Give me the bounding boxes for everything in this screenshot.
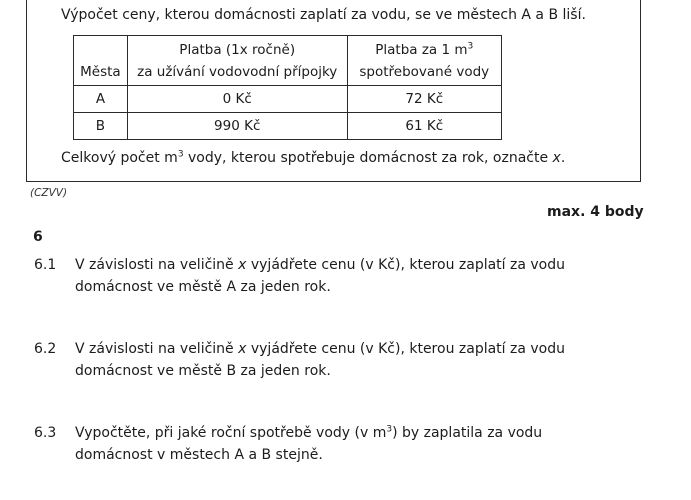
points-label: max. 4 body [547,204,644,220]
intro-text: Výpočet ceny, kterou domácnosti zaplatí za vodu, se ve městech A a B liší. [61,7,586,23]
line1-sup: 3 [386,424,393,435]
note-variable: x [552,150,561,166]
header-per-m3-fee [347,36,501,86]
header-per-m3-line2: spotřebované vody [359,63,490,80]
note-prefix: Celkový počet m [61,150,178,166]
subquestion-line2: domácnost v městech A a B stejně. [75,447,323,463]
line1-before: V závislosti na veličině [75,257,239,273]
cell-city: A [74,86,128,113]
line1-after: vyjádřete cenu (v Kč), kterou zaplatí za vodu [246,341,565,357]
note-middle: vody, kterou spotřebuje domácnost za rok, označte [183,150,553,166]
header-connection-line1: Platba (1x ročně) [179,41,296,58]
line1-after: ) by zaplatila za vodu [392,425,543,441]
subquestion-text [75,254,565,298]
line1-variable: x [238,257,247,273]
line1-before: Vypočtěte, při jaké roční spotřebě vody (v m [75,425,387,441]
header-connection-fee [127,36,347,86]
subquestion-line2: domácnost ve městě B za jeden rok. [75,363,331,379]
note-suffix: . [560,150,566,166]
subquestion-number: 6.2 [34,341,57,357]
subquestion-number: 6.3 [34,425,57,441]
cell-per-m3: 72 Kč [347,86,501,113]
header-per-m3-sup: 3 [467,41,474,51]
subquestion-line2: domácnost ve městě A za jeden rok. [75,279,331,295]
cell-city: B [74,113,128,140]
note-sup: 3 [177,149,184,160]
subquestion-line1 [75,338,565,360]
table-row [74,86,502,113]
cell-connection: 990 Kč [127,113,347,140]
subquestion-line1 [75,422,543,444]
subquestion-number: 6.1 [34,257,57,273]
cell-per-m3: 61 Kč [347,113,501,140]
header-city: Města [74,36,128,86]
header-connection-line2: za užívání vodovodní přípojky [137,63,338,80]
subquestion-line1 [75,254,565,276]
header-per-m3-line1: Platba za 1 m [375,41,468,58]
line1-before: V závislosti na veličině [75,341,239,357]
price-table [73,35,502,140]
table-header-row [74,36,502,86]
variable-note [61,150,565,166]
cell-connection: 0 Kč [127,86,347,113]
source-label: (CZVV) [30,187,68,199]
table-row [74,113,502,140]
line1-after: vyjádřete cenu (v Kč), kterou zaplatí za vodu [246,257,565,273]
line1-variable: x [238,341,247,357]
question-number: 6 [33,229,43,245]
subquestion-text [75,338,565,382]
subquestion-text [75,422,543,466]
